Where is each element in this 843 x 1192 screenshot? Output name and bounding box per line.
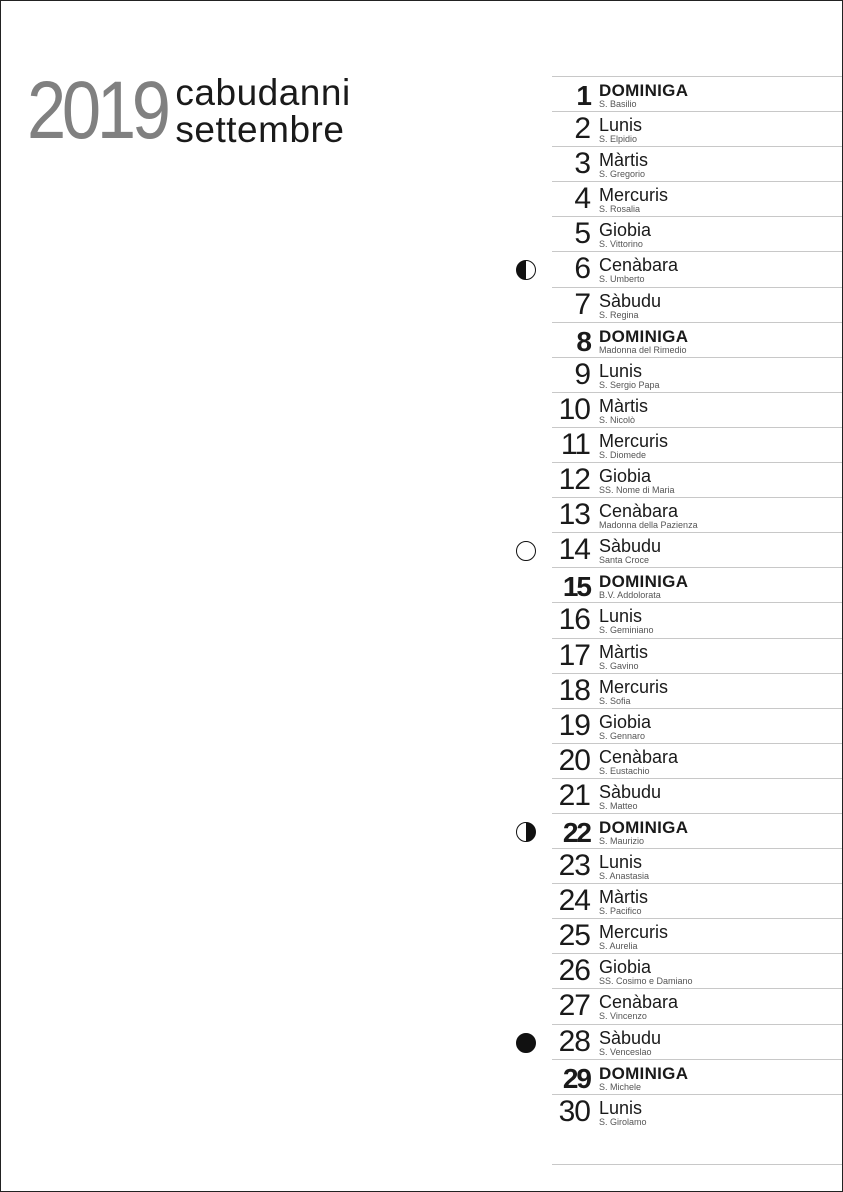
saint-name: Santa Croce: [599, 555, 650, 566]
saint-name: S. Vincenzo: [599, 1011, 647, 1022]
day-row: [552, 427, 842, 462]
day-row: [552, 953, 842, 988]
day-number: 2: [574, 112, 590, 146]
saint-name: S. Eustachio: [599, 765, 650, 776]
weekday-name: DOMINIGA: [599, 572, 689, 592]
weekday-name: Lunis: [599, 360, 643, 381]
weekday-name: Mercuris: [599, 676, 669, 697]
weekday-name: Màrtis: [599, 395, 648, 416]
bottom-rule: [552, 1164, 842, 1165]
weekday-name: Giobia: [599, 466, 652, 487]
day-number: 30: [558, 1094, 590, 1128]
weekday-name: Cenàbara: [599, 746, 679, 767]
saint-name: S. Sofia: [599, 695, 631, 706]
day-row: [552, 76, 842, 111]
day-row: [552, 743, 842, 778]
day-row: [552, 883, 842, 918]
day-number: 6: [574, 252, 590, 286]
saint-name: S. Diomede: [599, 449, 647, 460]
day-row: [552, 638, 842, 673]
month-name-sardinian: cabudanni: [175, 72, 351, 113]
saint-name: S. Venceslao: [599, 1046, 652, 1057]
weekday-name: Giobia: [599, 957, 652, 978]
saint-name: S. Pacifico: [599, 906, 642, 917]
day-row: [552, 146, 842, 181]
weekday-name: Cenàbara: [599, 255, 679, 276]
saint-name: S. Girolamo: [599, 1116, 647, 1127]
day-list: [552, 76, 842, 1129]
saint-name: S. Geminiano: [599, 625, 654, 636]
weekday-name: DOMINIGA: [599, 326, 689, 346]
saint-name: S. Aurelia: [599, 941, 638, 952]
day-row: [552, 462, 842, 497]
weekday-name: Giobia: [599, 711, 652, 732]
day-number: 12: [558, 463, 590, 497]
day-row: [552, 988, 842, 1023]
saint-name: S. Regina: [599, 309, 639, 320]
weekday-name: Cenàbara: [599, 501, 679, 522]
weekday-name: Giobia: [599, 220, 652, 241]
day-row: [552, 602, 842, 637]
saint-name: S. Nicolò: [599, 414, 636, 425]
weekday-name: Lunis: [599, 606, 643, 627]
day-row: [552, 287, 842, 322]
saint-name: SS. Cosimo e Damiano: [599, 976, 693, 987]
day-row: [552, 216, 842, 251]
day-row: [552, 567, 842, 602]
day-row: [552, 813, 842, 848]
day-number: 24: [558, 884, 590, 918]
day-number: 27: [558, 989, 590, 1023]
saint-name: S. Elpidio: [599, 134, 638, 145]
day-number: 13: [558, 498, 590, 532]
saint-name: S. Maurizio: [599, 835, 645, 846]
saint-name: S. Gennaro: [599, 730, 646, 741]
weekday-name: Sàbudu: [599, 536, 662, 557]
weekday-name: Lunis: [599, 1097, 643, 1118]
saint-name: Madonna del Rimedio: [599, 344, 687, 355]
weekday-name: Sàbudu: [599, 781, 662, 802]
saint-name: SS. Nome di Maria: [599, 485, 675, 496]
weekday-name: Màrtis: [599, 641, 648, 662]
day-number: 1: [576, 80, 590, 111]
day-row: [552, 1024, 842, 1059]
day-row: [552, 111, 842, 146]
day-row: [552, 918, 842, 953]
calendar-header: [27, 65, 351, 156]
day-number: 23: [558, 849, 590, 883]
moon-new-icon: [516, 1033, 536, 1053]
day-number: 11: [560, 427, 590, 461]
saint-name: S. Michele: [599, 1081, 642, 1092]
day-row: [552, 392, 842, 427]
day-number: 14: [558, 533, 590, 567]
day-number: 16: [558, 603, 590, 637]
weekday-name: Màrtis: [599, 150, 648, 171]
day-number: 15: [562, 571, 590, 603]
day-number: 9: [574, 357, 590, 391]
weekday-name: Cenàbara: [599, 992, 679, 1013]
saint-name: Madonna della Pazienza: [599, 520, 698, 531]
saint-name: S. Rosalia: [599, 204, 641, 215]
saint-name: B.V. Addolorata: [599, 590, 661, 601]
day-number: 29: [562, 1062, 590, 1094]
saint-name: S. Vittorino: [599, 239, 643, 250]
day-row: [552, 778, 842, 813]
weekday-name: Mercuris: [599, 430, 669, 451]
saint-name: S. Umberto: [599, 274, 645, 285]
saint-name: S. Basilio: [599, 99, 637, 109]
weekday-name: DOMINIGA: [599, 817, 689, 837]
day-number: 19: [558, 708, 590, 742]
day-row: [552, 708, 842, 743]
year-label: 2019: [27, 65, 167, 156]
day-number: 8: [576, 325, 590, 357]
day-number: 10: [558, 392, 590, 426]
weekday-name: Lunis: [599, 852, 643, 873]
day-number: 20: [558, 743, 590, 777]
month-name-italian: settembre: [175, 109, 345, 150]
day-number: 26: [558, 954, 590, 988]
saint-name: S. Gregorio: [599, 169, 646, 180]
day-row: [552, 848, 842, 883]
saint-name: S. Gavino: [599, 660, 639, 671]
day-number: 22: [562, 816, 590, 848]
weekday-name: Mercuris: [599, 922, 669, 943]
day-row: [552, 1059, 842, 1094]
day-number: 25: [558, 919, 590, 953]
day-number: 21: [558, 778, 590, 812]
weekday-name: Mercuris: [599, 185, 669, 206]
weekday-name: DOMINIGA: [599, 1063, 689, 1083]
saint-name: S. Sergio Papa: [599, 379, 660, 390]
day-number: 17: [558, 638, 590, 672]
day-row: [552, 1094, 842, 1129]
day-number: 5: [574, 217, 590, 251]
saint-name: S. Matteo: [599, 800, 638, 811]
weekday-name: Sàbudu: [599, 1027, 662, 1048]
day-row: [552, 181, 842, 216]
day-number: 28: [558, 1024, 590, 1058]
day-row: [552, 251, 842, 286]
day-row: [552, 322, 842, 357]
day-row: [552, 497, 842, 532]
day-row: [552, 357, 842, 392]
moon-last-quarter-icon: [516, 822, 536, 842]
day-row: [552, 532, 842, 567]
weekday-name: Lunis: [599, 115, 643, 136]
saint-name: S. Anastasia: [599, 871, 650, 882]
day-number: 7: [574, 287, 590, 321]
day-number: 4: [574, 182, 590, 216]
weekday-name: Sàbudu: [599, 290, 662, 311]
month-titles: [175, 70, 350, 148]
day-number: 18: [558, 673, 590, 707]
weekday-name: DOMINIGA: [599, 81, 689, 100]
weekday-name: Màrtis: [599, 887, 648, 908]
day-number: 3: [574, 147, 590, 181]
day-row: [552, 673, 842, 708]
